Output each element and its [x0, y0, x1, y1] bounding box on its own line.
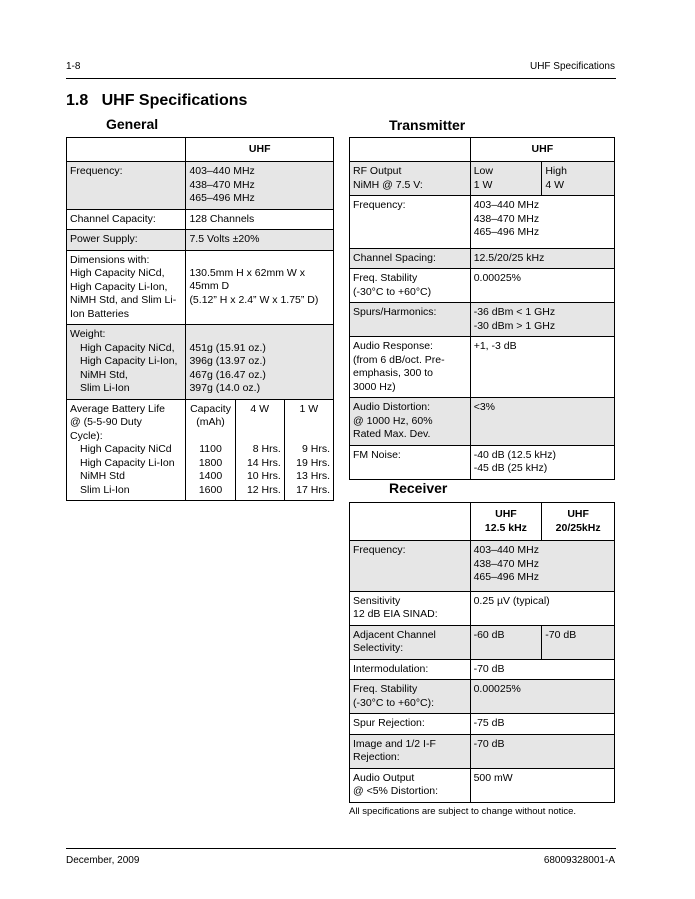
general-row-weight [67, 325, 334, 400]
dimensions-value: 130.5mm H x 62mm W x 45mm D (5.12” H x 2.4” W x 1.75” D) [186, 250, 334, 325]
section-number: 1.8 [66, 92, 89, 109]
battery-label: Average Battery Life @ (5-5-90 Duty Cycle): High Capacity NiCd High Capacity Li-Ion NiMH Std Slim Li-Ion [67, 399, 186, 501]
general-row-dimensions [67, 250, 334, 325]
section-title [66, 92, 247, 110]
rx-row-freq-stability: Freq. Stability (-30°C to +60°C): 0.00025% [350, 680, 615, 714]
header-rule [66, 78, 616, 79]
dimensions-label: Dimensions with: High Capacity NiCd, High Capacity Li-Ion, NiMH Std, and Slim Li- Ion Batteries [67, 250, 186, 325]
general-frequency-value: 403–440 MHz 438–470 MHz 465–496 MHz [186, 162, 334, 210]
rx-row-image-rejection: Image and 1/2 I-F Rejection: -70 dB [350, 734, 615, 768]
general-table [66, 137, 334, 501]
general-row-battery-life [67, 399, 334, 501]
general-col-header: UHF [186, 138, 334, 162]
footer-date: December, 2009 [66, 855, 140, 866]
receiver-col-header-20-25: UHF 20/25kHz [542, 503, 615, 541]
rx-row-spur-rejection: Spur Rejection: -75 dB [350, 714, 615, 735]
receiver-col-header-12-5: UHF 12.5 kHz [470, 503, 542, 541]
rx-row-adjacent-channel: Adjacent Channel Selectivity: -60 dB -70 dB [350, 625, 615, 659]
tx-row-rf-output: RF Output NiMH @ 7.5 V: Low 1 W High 4 W [350, 162, 615, 196]
general-row-channel-capacity: Channel Capacity: 128 Channels [67, 209, 334, 230]
general-frequency-label: Frequency: [67, 162, 186, 210]
transmitter-col-header: UHF [470, 138, 614, 162]
general-heading: General [106, 116, 159, 132]
receiver-table [349, 502, 615, 803]
section-title-text: UHF Specifications [101, 92, 248, 109]
tx-row-audio-distortion: Audio Distortion: @ 1000 Hz, 60% Rated Max. Dev. <3% [350, 398, 615, 446]
spec-change-note: All specifications are subject to change without notice. [349, 806, 577, 817]
tx-row-freq-stability: Freq. Stability (-30°C to +60°C) 0.00025% [350, 269, 615, 303]
battery-4w-col: 4 W 8 Hrs. 14 Hrs. 10 Hrs. 12 Hrs. [235, 399, 284, 501]
rx-row-frequency: Frequency: 403–440 MHz 438–470 MHz 465–496 MHz [350, 541, 615, 592]
weight-values: 451g (15.91 oz.) 396g (13.97 oz.) 467g (16.47 oz.) 397g (14.0 oz.) [186, 325, 334, 400]
receiver-heading: Receiver [389, 480, 448, 496]
tx-row-spurs: Spurs/Harmonics: -36 dBm < 1 GHz -30 dBm > 1 GHz [350, 303, 615, 337]
transmitter-heading: Transmitter [389, 117, 466, 133]
general-row-power-supply: Power Supply: 7.5 Volts ±20% [67, 230, 334, 251]
transmitter-table [349, 137, 615, 480]
rx-row-sensitivity: Sensitivity 12 dB EIA SINAD: 0.25 µV (typical) [350, 591, 615, 625]
tx-row-audio-response: Audio Response: (from 6 dB/oct. Pre- emphasis, 300 to 3000 Hz) +1, -3 dB [350, 337, 615, 398]
rx-row-audio-output: Audio Output @ <5% Distortion: 500 mW [350, 768, 615, 802]
running-header-title: UHF Specifications [529, 61, 615, 72]
page-number: 1-8 [66, 61, 81, 72]
footer-rule [66, 848, 616, 849]
tx-row-fm-noise: FM Noise: -40 dB (12.5 kHz) -45 dB (25 kHz) [350, 445, 615, 479]
tx-row-frequency: Frequency: 403–440 MHz 438–470 MHz 465–496 MHz [350, 196, 615, 249]
rx-row-intermodulation: Intermodulation: -70 dB [350, 659, 615, 680]
general-row-frequency [67, 162, 334, 210]
battery-1w-col: 1 W 9 Hrs. 19 Hrs. 13 Hrs. 17 Hrs. [284, 399, 333, 501]
tx-row-channel-spacing: Channel Spacing: 12.5/20/25 kHz [350, 248, 615, 269]
weight-label: Weight: High Capacity NiCd, High Capacity Li-Ion, NiMH Std, Slim Li-Ion [67, 325, 186, 400]
footer-doc-number: 68009328001-A [543, 855, 615, 866]
battery-capacity-col: Capacity (mAh) 1100 1800 1400 1600 [186, 399, 235, 501]
